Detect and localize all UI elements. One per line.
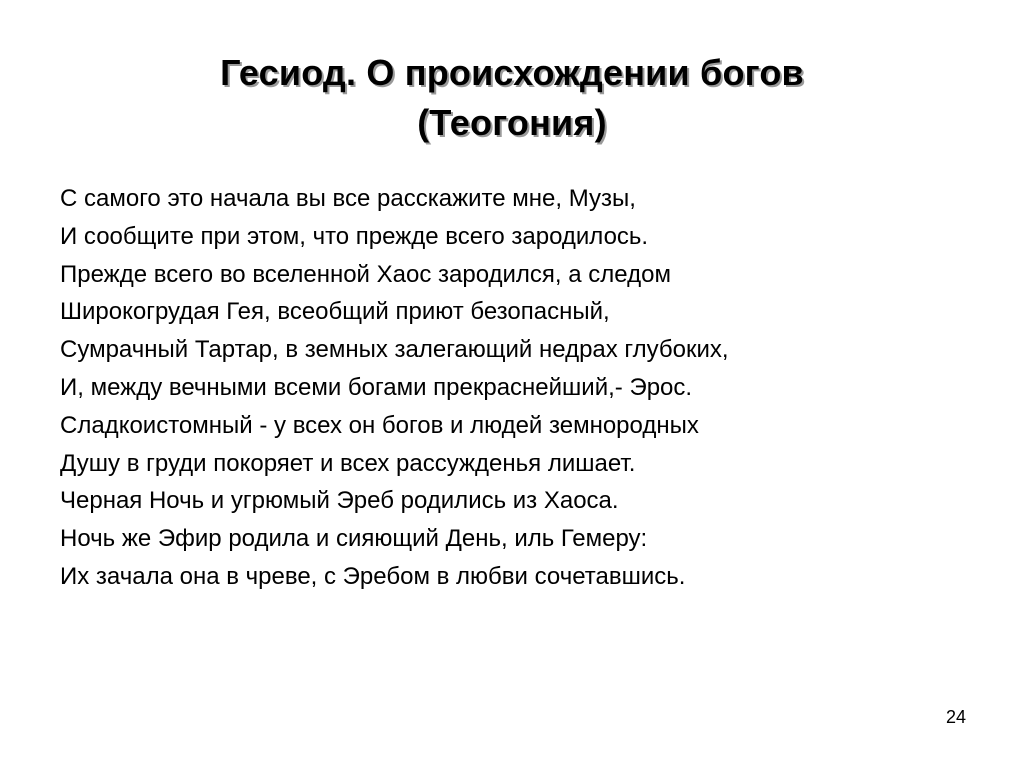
verse-line: Сумрачный Тартар, в земных залегающий недрах глубоких, xyxy=(60,336,729,364)
verse-line: Их зачала она в чреве, с Эребом в любви сочетавшись. xyxy=(60,562,686,590)
slide-title-line-2: (Теогония) xyxy=(417,102,607,143)
verse-line: Сладкоистомный - у всех он богов и людей земнородных xyxy=(60,411,699,439)
slide-title-line-1: Гесиод. О происхождении богов xyxy=(220,52,804,93)
verse-line: Прежде всего во вселенной Хаос зародился, а следом xyxy=(60,260,671,288)
verse-line: И, между вечными всеми богами прекраснейший,- Эрос. xyxy=(60,373,693,401)
slide-title xyxy=(0,48,1024,148)
poem-text xyxy=(60,180,990,596)
verse-line: Душу в груди покоряет и всех рассужденья лишает. xyxy=(60,449,636,477)
verse-line: Черная Ночь и угрюмый Эреб родились из Хаоса. xyxy=(60,487,619,515)
page-number: 24 xyxy=(945,707,966,727)
verse-line: Широкогрудая Гея, всеобщий приют безопасный, xyxy=(60,298,610,326)
verse-line: Ночь же Эфир родила и сияющий День, иль Гемеру: xyxy=(60,525,648,553)
verse-line: И сообщите при этом, что прежде всего зародилось. xyxy=(60,222,649,250)
verse-line: С самого это начала вы все расскажите мне, Музы, xyxy=(60,185,636,212)
